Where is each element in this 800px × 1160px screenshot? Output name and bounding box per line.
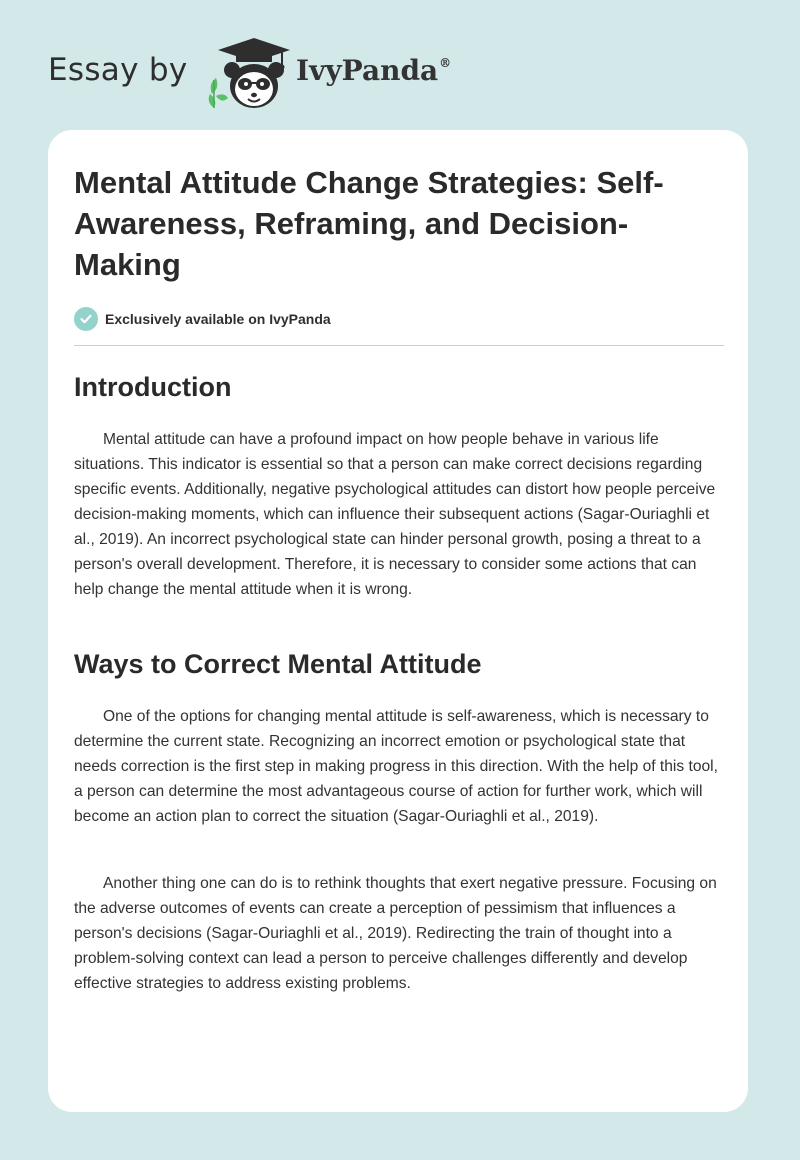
page-title: Mental Attitude Change Strategies: Self-Awareness, Reframing, and Decision-Making — [74, 165, 664, 282]
essay-by-label: Essay by — [48, 52, 188, 88]
exclusive-badge — [74, 306, 331, 332]
registered-mark: ® — [439, 56, 452, 70]
paragraph: One of the options for changing mental attitude is self-awareness, which is necessary to determine the current state. Recognizing an incorrect emotion or psychological state that needs correction is the first step in making progress in this direction. With the help of this tool, a person can determine the most advantageous course of action for further work, which will become an action plan to correct the situation (Sagar-Ouriaghli et al., 2019). — [74, 708, 718, 825]
section-heading-ways: Ways to Correct Mental Attitude — [74, 649, 482, 679]
article-card — [48, 130, 748, 1112]
title-divider — [74, 345, 724, 346]
check-circle-icon — [74, 307, 98, 331]
brand-name[interactable]: IvyPanda® — [296, 54, 452, 87]
panda-graduate-icon[interactable] — [202, 36, 294, 112]
paragraph: Mental attitude can have a profound impact on how people behave in various life situations. This indicator is essential so that a person can make correct decisions regarding specific events. Additionally, negative psychological attitudes can distort how people perceive decision-making moments, which can influence their subsequent actions (Sagar-Ouriaghli et al., 2019). An incorrect psychological state can hinder personal growth, posing a threat to a person's overall development. Therefore, it is necessary to consider some actions that can help change the mental attitude when it is wrong. — [74, 431, 716, 598]
site-header — [48, 36, 768, 108]
paragraph: Another thing one can do is to rethink thoughts that exert negative pressure. Focusing on the adverse outcomes of events can create a perception of pessimism that influences a person's decisions (Sagar-Ouriaghli et al., 2019). Redirecting the train of thought into a problem-solving context can lead a person to perceive challenges differently and develop effective strategies to address existing problems. — [74, 875, 717, 992]
exclusive-label: Exclusively available on IvyPanda — [105, 311, 331, 327]
section-heading-introduction: Introduction — [74, 372, 232, 402]
